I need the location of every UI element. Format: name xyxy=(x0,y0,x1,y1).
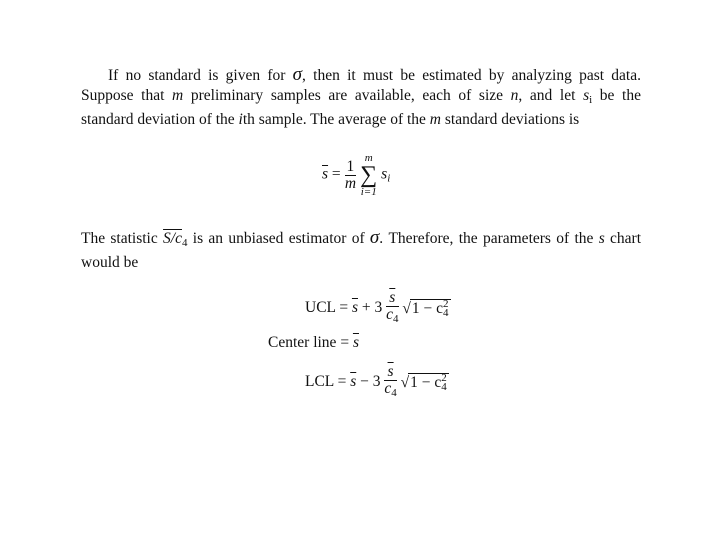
text-run: chart would be xyxy=(81,230,642,271)
term-s: s xyxy=(381,165,388,183)
fraction-1-over-m: $\frac{1}{m}$ xyxy=(344,157,357,192)
var-m: m xyxy=(172,87,184,104)
square-root: √1 − c 2 4 xyxy=(402,298,449,320)
var-n: n xyxy=(510,87,519,104)
ucl-label: UCL xyxy=(305,299,336,317)
text-run: preliminary samples are available, each of size xyxy=(183,87,511,104)
sbar-symbol: $\overline{s}$ xyxy=(322,165,329,183)
equation-ucl: UCL = $\overline{s} + 3$ $\frac{\overline{s}}{c_4}$ √1 − c 2 4 xyxy=(305,289,449,325)
lcl-label: LCL xyxy=(305,373,334,391)
text-run: th sample. The average of the xyxy=(242,111,430,128)
fraction-s-over-c4: $\frac{\overline{s}}{c_4}$ xyxy=(384,363,397,399)
text-run: is an unbiased estimator of xyxy=(187,230,370,247)
var-s: s xyxy=(583,87,590,104)
text-run: standard deviations is xyxy=(441,111,580,128)
square-root: √1 − c 2 4 xyxy=(400,372,447,394)
center-line-label: Center line xyxy=(268,334,337,351)
sigma-symbol: σ xyxy=(369,227,380,248)
equation-lcl: LCL = $\overline{s} - 3$ $\frac{\overline{s}}{c_4}$ √1 − c 2 4 xyxy=(305,363,447,399)
text-run: be the standard deviation of the xyxy=(81,87,641,128)
var-s: s xyxy=(598,230,605,247)
ratio-expression: S/c xyxy=(163,230,182,247)
intro-paragraph xyxy=(81,65,641,130)
sigma-symbol: σ xyxy=(292,64,303,85)
equation-center-line: Center line = $\overline{s}$ xyxy=(268,334,359,351)
text-run: If no standard is given for xyxy=(108,67,293,84)
text-run: The statistic xyxy=(81,230,164,247)
text-run: , and let xyxy=(518,87,584,104)
equation-sbar: $\overline{s}$ = $\frac{1}{m}$ m ∑ i=1 $s_i$ xyxy=(322,152,391,198)
var-m: m xyxy=(429,111,441,128)
var-i-subscript: i xyxy=(589,94,593,106)
var-i: i xyxy=(238,111,243,128)
statistic-paragraph: The statistic $S/c_4$ is an unbiased estimator of σ. Therefore, the parameters of the s chart would be xyxy=(81,227,642,271)
text-run: . Therefore, the parameters of the xyxy=(379,230,599,247)
text-run: , then it must be estimated by analyzing past data. Suppose that xyxy=(81,67,641,104)
equals-sign: = xyxy=(331,165,341,183)
fraction-s-over-c4: $\frac{\overline{s}}{c_4}$ xyxy=(386,289,399,325)
summation: m ∑ i=1 xyxy=(360,152,378,198)
